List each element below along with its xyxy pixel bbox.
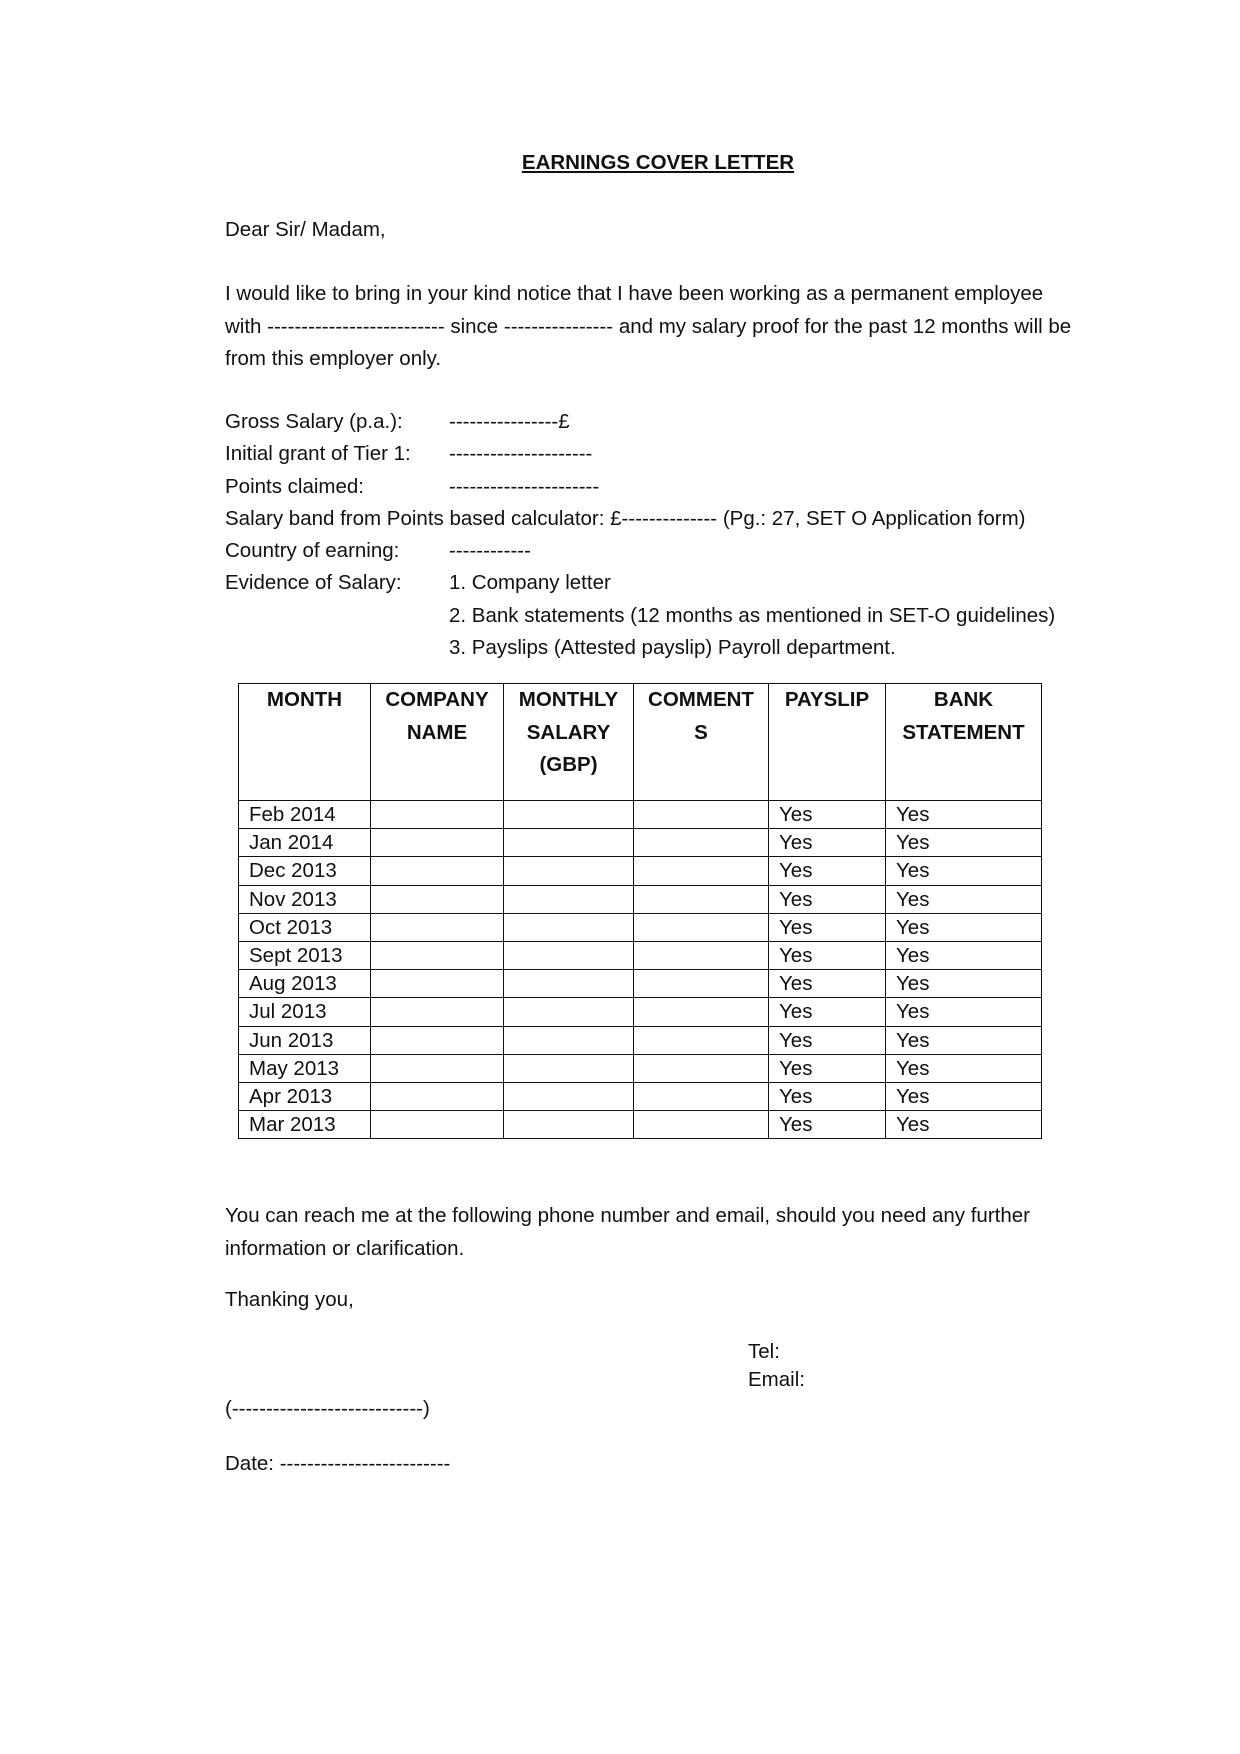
country-row [225, 535, 1055, 567]
salary-cell [504, 829, 634, 857]
table-row [239, 885, 1042, 913]
payslip-cell: Yes [769, 1054, 886, 1082]
header-monthly-salary: MONTHLY SALARY (GBP) [504, 684, 634, 801]
date-line: Date: ------------------------- [225, 1452, 451, 1475]
comments-cell [634, 970, 769, 998]
payslip-cell: Yes [769, 970, 886, 998]
header-comments: COMMENT S [634, 684, 769, 801]
payslip-cell: Yes [769, 1026, 886, 1054]
gross-salary-value: ----------------£ [449, 410, 570, 433]
company-cell [371, 913, 504, 941]
company-cell [371, 998, 504, 1026]
country-value: ------------ [449, 539, 531, 563]
initial-grant-row [225, 438, 1055, 470]
table-row [239, 857, 1042, 885]
tel-label: Tel: [748, 1340, 780, 1363]
comments-cell [634, 1054, 769, 1082]
greeting: Dear Sir/ Madam, [225, 218, 386, 241]
evidence-item-2: 2. Bank statements (12 months as mentioned in SET-O guidelines) [449, 603, 1056, 627]
salary-cell [504, 885, 634, 913]
month-cell: Dec 2013 [239, 857, 371, 885]
month-cell: Nov 2013 [239, 885, 371, 913]
bank-statement-cell: Yes [886, 998, 1042, 1026]
comments-cell [634, 885, 769, 913]
company-cell [371, 941, 504, 969]
closing-paragraph: You can reach me at the following phone number and email, should you need any further information or clarification. [225, 1204, 1030, 1260]
table-row [239, 1026, 1042, 1054]
table-row [239, 941, 1042, 969]
evidence-item-1: 1. Company letter [449, 571, 611, 595]
header-payslip: PAYSLIP [769, 684, 886, 801]
salary-cell [504, 941, 634, 969]
bank-statement-cell: Yes [886, 885, 1042, 913]
bank-statement-cell: Yes [886, 1082, 1042, 1110]
company-cell [371, 801, 504, 829]
salary-cell [504, 857, 634, 885]
country-label: Country of earning: [225, 539, 400, 563]
payslip-cell: Yes [769, 913, 886, 941]
month-cell: May 2013 [239, 1054, 371, 1082]
table-row [239, 1082, 1042, 1110]
month-cell: Mar 2013 [239, 1111, 371, 1139]
comments-cell [634, 1082, 769, 1110]
company-cell [371, 970, 504, 998]
month-cell: Jun 2013 [239, 1026, 371, 1054]
comments-cell [634, 801, 769, 829]
bank-statement-cell: Yes [886, 970, 1042, 998]
gross-salary-label: Gross Salary (p.a.): [225, 410, 403, 433]
earnings-table-body [239, 801, 1042, 1139]
initial-grant-label: Initial grant of Tier 1: [225, 442, 411, 466]
bank-statement-cell: Yes [886, 913, 1042, 941]
company-cell [371, 1082, 504, 1110]
earnings-table [238, 683, 1042, 1139]
table-row [239, 1054, 1042, 1082]
company-cell [371, 857, 504, 885]
bank-statement-cell: Yes [886, 1026, 1042, 1054]
salary-cell [504, 1111, 634, 1139]
month-cell: Jul 2013 [239, 998, 371, 1026]
payslip-cell: Yes [769, 801, 886, 829]
salary-cell [504, 1082, 634, 1110]
table-header-row [239, 684, 1042, 801]
payslip-cell: Yes [769, 1082, 886, 1110]
comments-cell [634, 998, 769, 1026]
month-cell: Sept 2013 [239, 941, 371, 969]
month-cell: Feb 2014 [239, 801, 371, 829]
payslip-cell: Yes [769, 829, 886, 857]
month-cell: Aug 2013 [239, 970, 371, 998]
header-company-name: COMPANY NAME [371, 684, 504, 801]
comments-cell [634, 941, 769, 969]
table-row [239, 1111, 1042, 1139]
points-claimed-value: ---------------------- [449, 474, 600, 498]
company-cell [371, 829, 504, 857]
salary-cell [504, 1026, 634, 1054]
company-cell [371, 1111, 504, 1139]
salary-cell [504, 913, 634, 941]
header-bank-statement: BANK STATEMENT [886, 684, 1042, 801]
comments-cell [634, 829, 769, 857]
intro-paragraph: I would like to bring in your kind notice that I have been working as a permanent employee with -------------------------- since ---------------- and my salary proof for the past 12 months will be from this employer only. [225, 282, 1072, 370]
bank-statement-cell: Yes [886, 857, 1042, 885]
bank-statement-cell: Yes [886, 941, 1042, 969]
company-cell [371, 885, 504, 913]
evidence-row [225, 567, 1055, 599]
table-row [239, 913, 1042, 941]
bank-statement-cell: Yes [886, 1054, 1042, 1082]
points-claimed-label: Points claimed: [225, 474, 365, 498]
initial-grant-value: --------------------- [449, 442, 593, 466]
payslip-cell: Yes [769, 1111, 886, 1139]
bank-statement-cell: Yes [886, 1111, 1042, 1139]
evidence-label: Evidence of Salary: [225, 571, 402, 595]
salary-cell [504, 1054, 634, 1082]
evidence-item-3: 3. Payslips (Attested payslip) Payroll department. [449, 636, 896, 660]
comments-cell [634, 1026, 769, 1054]
month-cell: Apr 2013 [239, 1082, 371, 1110]
header-month: MONTH [239, 684, 371, 801]
salary-band-row [225, 503, 1055, 535]
bank-statement-cell: Yes [886, 829, 1042, 857]
company-cell [371, 1054, 504, 1082]
comments-cell [634, 857, 769, 885]
payslip-cell: Yes [769, 885, 886, 913]
comments-cell [634, 1111, 769, 1139]
points-claimed-row [225, 471, 1055, 503]
bank-statement-cell: Yes [886, 801, 1042, 829]
company-cell [371, 1026, 504, 1054]
table-row [239, 970, 1042, 998]
email-label: Email: [748, 1368, 805, 1391]
payslip-cell: Yes [769, 857, 886, 885]
salary-cell [504, 998, 634, 1026]
table-row [239, 801, 1042, 829]
comments-cell [634, 913, 769, 941]
table-row [239, 998, 1042, 1026]
salary-details [225, 406, 1055, 664]
gross-salary-row [225, 406, 1055, 438]
contact-block [748, 1338, 805, 1394]
payslip-cell: Yes [769, 941, 886, 969]
thanks-line: Thanking you, [225, 1288, 354, 1311]
month-cell: Jan 2014 [239, 829, 371, 857]
month-cell: Oct 2013 [239, 913, 371, 941]
signature-line: (----------------------------) [225, 1397, 430, 1420]
page-title: EARNINGS COVER LETTER [521, 151, 795, 174]
salary-cell [504, 970, 634, 998]
salary-cell [504, 801, 634, 829]
payslip-cell: Yes [769, 998, 886, 1026]
salary-band-text: Salary band from Points based calculator: £-------------- (Pg.: 27, SET O Application form) [225, 506, 1026, 530]
table-row [239, 829, 1042, 857]
